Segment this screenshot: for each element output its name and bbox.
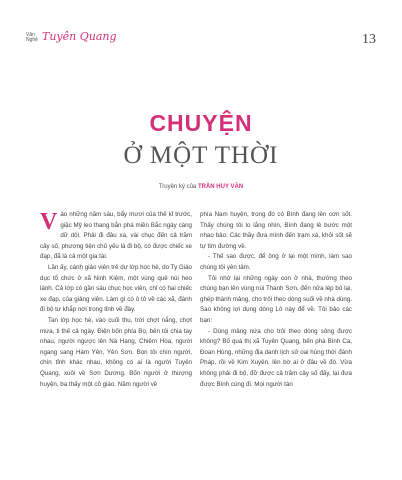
byline (0, 184, 402, 190)
paragraph: Tan lớp học hè, vào cuối thu, trời chợt nắng, chợt mưa, ti thế cả ngày. Điện bốn phía Bọ, bên tôi chia tay nhau, người ngược lên Nà Hang, Chiêm Hóa, người ngang sang Hàm Yên, Yên Sơn. Bọn tôi chín người, chín tỉnh khác nhau, không có ai là người Tuyên Quang, xuôi về Sơn Dương. Bốn người ở thượng huyện, ba thấy một cô giáo. Năm người về (40, 316, 192, 388)
article-column-right (200, 210, 352, 390)
byline-prefix: Truyện ký của (158, 184, 197, 190)
article-title-line1: CHUYỆN (149, 110, 253, 136)
page-number: 13 (362, 32, 376, 47)
paragraph-text: ào những năm sáu, bẩy mươi của thế kỉ trước, giặc Mỹ leo thang bắn phá miền Bắc ngày càng dữ dội. Phải đi đâu xa, vài chục đến cả trăm cây số, phương tiện chủ yếu là đi bộ, có được chiếc xe đạp, đã là cả một gia tài. (40, 211, 192, 261)
logo-small-text-van: Văn (26, 32, 35, 38)
paragraph: phía Nam huyện, trong đó có Bình đang lên cơn sốt. Thấy chúng tôi lo lắng nhìn, Bình đang lê bước một nhao bảo: Các thầy đưa mình đến trạm xá, khỏi sốt sẽ tự tìm đường về. (200, 211, 352, 250)
article-title-line2: Ở MỘT THỜI (123, 142, 279, 169)
paragraph: - Dùng mảng nứa cho trôi theo dòng sông được không? Bố quá thị xã Tuyên Quang, bến phà Bình Ca, Đoan Hùng, những địa danh lịch sử oai hùng thời đánh Pháp, rồi về Kim Xuyên, lên bờ ai ở đâu về đó. Vừa không phải đi bộ, đỡ được cả trăm cây số đấy, lại đưa được Bình cùng đi. Mọi người tán (200, 327, 352, 388)
drop-cap: V (40, 209, 58, 235)
byline-author: TRẦN HUY VĂN (197, 184, 244, 190)
paragraph: Tôi nhớ lại những ngày con ở nhà, thường theo chúng bạn lên vùng núi Thanh Sơn, đến nửa lép bó lại, ghép thành mảng, cho trôi theo dòng suối về nhà dùng. Sao không lợi dụng dòng Lô này để về. Tôi bảo các bạn: (200, 274, 352, 324)
paragraph: - Thế sao được, để ông ở lại một mình, làm sao chúng tôi yên tâm. (200, 253, 352, 271)
logo-small-text-nghe: Nghệ (26, 37, 38, 43)
magazine-logo (26, 30, 136, 50)
article-column-left (40, 210, 192, 390)
paragraph: Lần ấy, cánh giáo viên trẻ dự lớp học hè, do Ty Giáo dục tổ chức ở xã Ninh Kiệm, một vùng quê núi heo lánh. Cả lớp có gần sáu chục học viên, chỉ có hai chiếc xe đạp, của giảng viên. Làm gì có ô tô về các xã, đành đi bộ tư khắp nơi trong tỉnh về đây. (40, 263, 192, 314)
paragraph (40, 210, 192, 263)
logo-brand-text: Tuyên Quang (42, 30, 117, 43)
